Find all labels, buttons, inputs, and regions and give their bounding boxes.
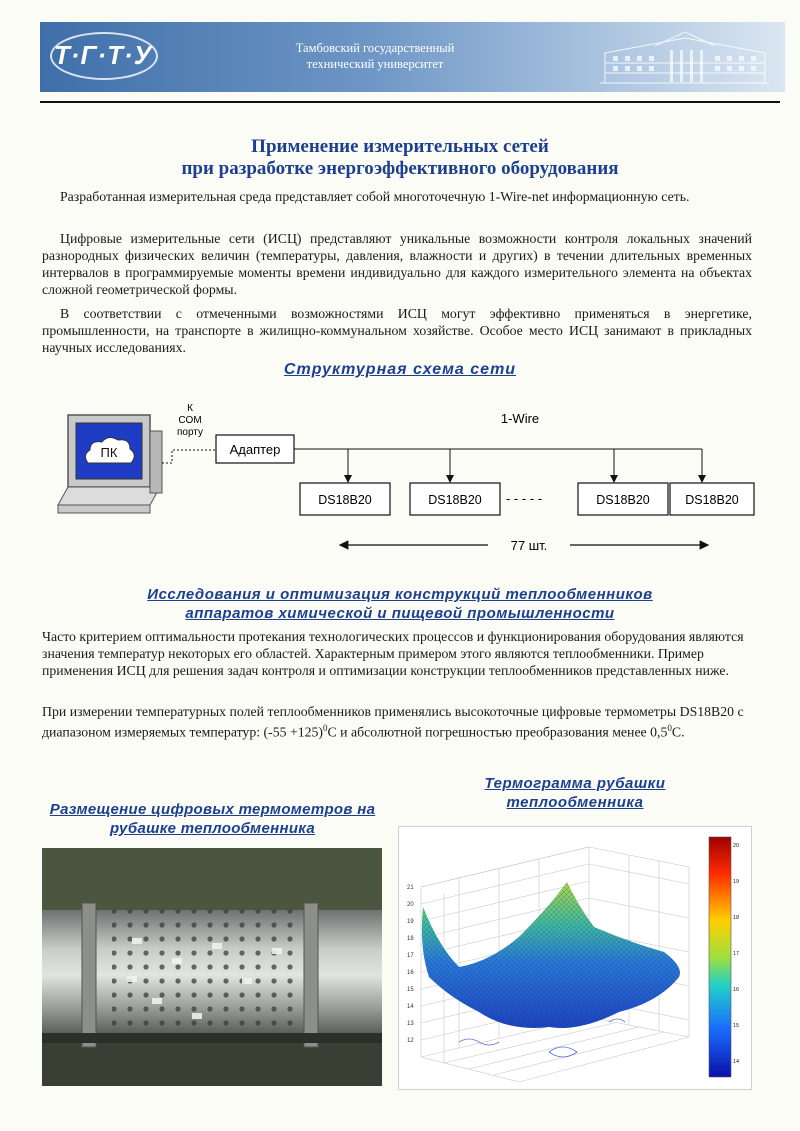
colorbar-tick-2: 18: [733, 915, 740, 921]
network-heading: Структурная схема сети: [283, 361, 517, 378]
computer-icon: [58, 415, 162, 513]
sensor-dashes: - - - - -: [505, 491, 543, 506]
z-tick-7: 14: [407, 1004, 414, 1010]
page-title-line2: при разработке энергоэффективного оборудования: [181, 158, 619, 179]
z-tick-5: 16: [407, 970, 414, 976]
degree-sup-2: 0: [667, 723, 672, 733]
colorbar-tick-4: 16: [733, 987, 740, 993]
intro-paragraph-1: Разработанная измерительная среда представляет собой многоточечную 1-Wire-net информационную сеть.: [60, 189, 690, 204]
logo-ring: [50, 32, 158, 80]
sensor-label-2: DS18B20: [428, 493, 482, 507]
research-paragraph-2-part2: С и абсолютной погрешностью преобразования менее 0,5: [327, 724, 668, 740]
university-building-icon: [595, 28, 775, 88]
page-title: [60, 136, 740, 180]
network-diagram: [40, 385, 760, 575]
com-connection-line: [162, 450, 216, 463]
thermogram-heading-line2: теплообменника: [506, 794, 644, 811]
z-tick-1: 20: [407, 902, 414, 908]
university-name-line2: технический университет: [306, 57, 444, 71]
colorbar-tick-0: 20: [733, 843, 740, 849]
pc-label: ПК: [100, 445, 118, 460]
com-label-line1: К: [187, 403, 193, 414]
header-banner: [40, 22, 785, 92]
z-tick-4: 17: [407, 953, 414, 959]
com-label-line3: порту: [176, 427, 204, 438]
sensor-label-4: DS18B20: [685, 493, 739, 507]
university-name-line1: Тамбовский государственный: [295, 41, 455, 55]
thermogram-surface-image: [399, 827, 751, 1089]
page-title-line1: Применение измерительных сетей: [251, 136, 549, 157]
adapter-label: Адаптер: [229, 442, 281, 457]
colorbar-ticks: [733, 843, 739, 1065]
z-tick-8: 13: [407, 1021, 414, 1027]
intro-paragraph-2: Цифровые измерительные сети (ИСЦ) представляют уникальные возможности контроля локальных значений разнородных физических величин (температуры, давления, влажности и других) в течении длительных временных интервалов в программируемые моменты времени индивидуально для каждого измерительного элемента на объектах сложной геометрической формы.: [42, 231, 752, 297]
colorbar-tick-3: 17: [733, 951, 740, 957]
research-heading-line2: аппаратов химической и пищевой промышленности: [185, 605, 615, 622]
com-label-line2: COM: [178, 415, 202, 426]
colorbar: [709, 837, 731, 1077]
z-tick-3: 18: [407, 936, 414, 942]
logo-text: Т·Г·Т·У: [54, 40, 153, 70]
research-paragraph-2-part3: С.: [671, 724, 685, 740]
placement-heading-line2: рубашке теплообменника: [109, 820, 316, 837]
heat-exchanger-image: [42, 848, 382, 1086]
z-tick-2: 19: [407, 919, 414, 925]
bus-label: 1-Wire: [500, 411, 540, 426]
thermogram-heading: [440, 774, 710, 812]
degree-sup-1: 0: [323, 723, 328, 733]
research-paragraph-2: [42, 703, 752, 741]
temperature-surface: [422, 882, 680, 1028]
colorbar-tick-6: 14: [733, 1059, 740, 1065]
research-paragraph-2-part1: При измерении температурных полей теплообменников применялись высокоточные цифровые термометры DS18B20 с диапазоном измеряемых температур: (-55 +125): [42, 704, 744, 740]
research-heading: [60, 585, 740, 623]
university-logo: [54, 40, 154, 74]
research-paragraph-1: Часто критерием оптимальности протекания технологических процессов и функционирования оборудования являются значения температур некоторых его областей. Характерным примером этого являются теплообменники. Пример применения ИСЦ для решения задач контроля и оптимизации конструкции теплообменников представленных ниже.: [42, 629, 744, 678]
count-label: 77 шт.: [510, 538, 548, 553]
colorbar-tick-1: 19: [733, 879, 740, 885]
z-tick-0: 21: [407, 885, 414, 891]
university-name: [245, 40, 505, 72]
header-divider: [40, 101, 780, 103]
placement-heading-line1: Размещение цифровых термометров на: [49, 801, 376, 818]
colorbar-tick-5: 15: [733, 1023, 740, 1029]
z-axis-ticks: [407, 885, 414, 1044]
sensor-label-1: DS18B20: [318, 493, 372, 507]
sensor-label-3: DS18B20: [596, 493, 650, 507]
placement-heading: [30, 800, 395, 838]
research-heading-line1: Исследования и оптимизация конструкций теплообменников: [147, 586, 653, 603]
intro-paragraph-3: В соответствии с отмеченными возможностями ИСЦ могут эффективно применяться в энергетике, промышленности, на транспорте в жилищно-коммунальном хозяйстве. Особое место ИСЦ занимают в прикладных научных исследованиях.: [42, 306, 752, 355]
heat-exchanger-photo: [42, 848, 382, 1086]
thermogram-heading-line1: Термограмма рубашки: [484, 775, 666, 792]
z-tick-9: 12: [407, 1038, 414, 1044]
thermogram-plot: [398, 826, 752, 1090]
z-tick-6: 15: [407, 987, 414, 993]
